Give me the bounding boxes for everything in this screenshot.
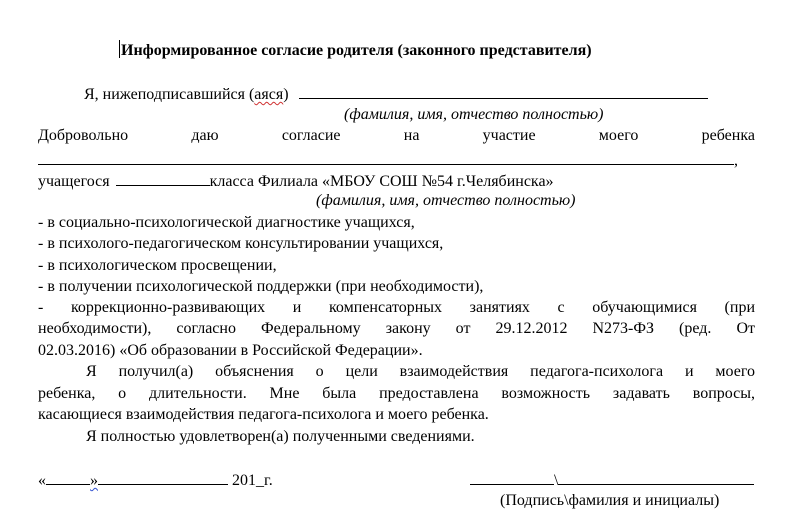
caption-child: (фамилия, имя, отчество полностью) [316,192,576,209]
date-year: 201_г. [232,472,273,489]
initials-blank[interactable] [558,470,754,485]
student-prefix: учащегося [38,173,110,190]
day-blank[interactable] [46,470,90,485]
para1-line1: Я получил(а) объяснения о цели взаимодействия педагога-психолога и моего [86,363,755,380]
student-suffix: класса Филиала «МБОУ СОШ №54 г.Челябинска» [209,173,554,190]
para1-line2: ребенка, о длительности. Мне была предоставлена возможность задавать вопросы, [38,385,755,402]
date-line [38,470,273,491]
title-text: Информированное согласие родителя (законного представителя) [121,42,592,59]
signature-blank[interactable] [470,470,554,485]
signature-caption: (Подпись\фамилия и инициалы) [500,492,720,509]
student-class-line [38,171,554,192]
month-blank[interactable] [98,470,228,485]
consent-word: моего [598,127,639,144]
consent-word: даю [191,127,219,144]
consent-word: на [403,127,420,144]
para1-line3: касающиеся взаимодействия педагога-психолога и моего ребенка. [38,406,489,423]
parent-name-blank[interactable] [299,84,708,99]
child-name-line [38,150,738,171]
list-item-5-line1: - коррекционно-развивающих и компенсаторных занятиях с обучающимися (при [38,299,755,316]
consent-line [38,126,755,146]
signature-separator: \ [554,472,559,489]
date-open-quote: « [38,472,46,489]
list-item: - в социально-психологической диагностике учащихся, [38,214,415,231]
consent-word: участие [482,127,536,144]
class-blank[interactable] [116,171,210,186]
child-name-blank[interactable] [38,150,734,165]
intro-suffix: ) [283,86,289,103]
consent-word: согласие [281,127,341,144]
list-item: - в психолого-педагогическом консультировании учащихся, [38,235,444,252]
intro-prefix: Я, нижеподписавшийся ( [84,86,255,103]
list-item: - в психологическом просвещении, [38,257,277,274]
document-title [119,40,592,61]
signature-line [470,470,754,491]
child-line-comma: , [734,152,738,169]
list-item-5-line2: необходимости), согласно Федеральному закону от 29.12.2012 N273-ФЗ (ред. От [38,320,755,337]
para2: Я полностью удовлетворен(а) полученными сведениями. [86,428,475,445]
caption-parent: (фамилия, имя, отчество полностью) [344,106,604,123]
list-item-5-line3: 02.03.2016) «Об образовании в Российской Федерации». [38,342,423,359]
date-close-quote: » [90,472,98,489]
consent-word: Добровольно [38,127,129,144]
list-item: - в получении психологической поддержки (при необходимости), [38,278,484,295]
text-cursor [119,40,120,58]
intro-spelling-squiggle: аяся [254,86,284,103]
consent-word: ребенка [701,127,755,144]
intro-line [84,84,708,105]
